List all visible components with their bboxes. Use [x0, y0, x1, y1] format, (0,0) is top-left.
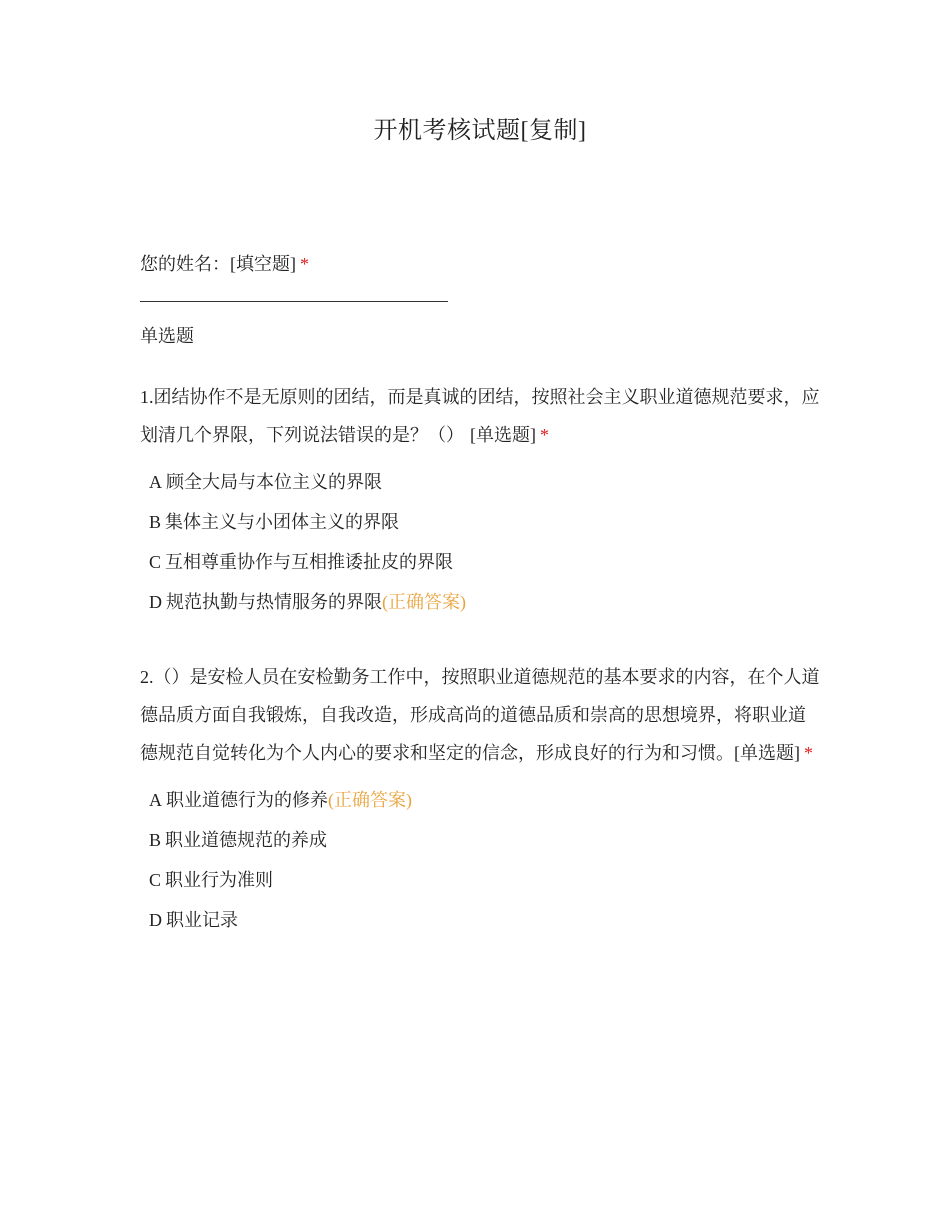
- question-1-options: [140, 462, 820, 622]
- option-text: 职业道德行为的修养: [166, 790, 328, 810]
- option-text: 职业行为准则: [165, 870, 274, 890]
- option-letter: B: [149, 830, 162, 850]
- option-letter: A: [149, 472, 162, 492]
- question-1: [140, 378, 820, 622]
- option-text: 集体主义与小团体主义的界限: [165, 512, 400, 532]
- correct-answer-tag: (正确答案): [382, 592, 466, 612]
- question-2-option-a[interactable]: [149, 780, 820, 820]
- question-2-options: [140, 780, 820, 940]
- name-input-blank-line[interactable]: [140, 301, 448, 302]
- question-1-text: 1.团结协作不是无原则的团结，而是真诚的团结，按照社会主义职业道德规范要求，应划清几个界限，下列说法错误的是？（）: [140, 387, 820, 445]
- option-text: 职业记录: [166, 910, 238, 930]
- option-text: 顾全大局与本位主义的界限: [166, 472, 382, 492]
- option-letter: D: [149, 910, 162, 930]
- question-2-type: [单选题]: [734, 743, 800, 763]
- question-2-option-b[interactable]: [149, 820, 820, 860]
- correct-answer-tag: (正确答案): [328, 790, 412, 810]
- question-2: [140, 658, 820, 940]
- question-1-option-b[interactable]: [149, 502, 820, 542]
- question-1-option-a[interactable]: [149, 462, 820, 502]
- question-1-text-block: [140, 378, 820, 454]
- question-1-type: [单选题]: [470, 425, 536, 445]
- option-text: 职业道德规范的养成: [165, 830, 328, 850]
- required-asterisk: *: [540, 425, 549, 445]
- option-letter: C: [149, 552, 162, 572]
- question-2-text-block: [140, 658, 820, 772]
- section-title-single-choice: 单选题: [140, 326, 194, 346]
- required-asterisk: *: [300, 254, 309, 274]
- option-text: 规范执勤与热情服务的界限: [166, 592, 382, 612]
- question-2-text: 2.（）是安检人员在安检勤务工作中，按照职业道德规范的基本要求的内容，在个人道德品质方面自我锻炼，自我改造，形成高尚的道德品质和崇高的思想境界，将职业道德规范自觉转化为个人内心的要求和坚定的信念，形成良好的行为和习惯。: [140, 667, 820, 763]
- required-asterisk: *: [804, 743, 813, 763]
- name-question-type: [填空题]: [230, 254, 296, 274]
- name-question-label: [140, 248, 820, 280]
- survey-content: [140, 248, 820, 940]
- option-letter: A: [149, 790, 162, 810]
- question-2-option-c[interactable]: [149, 860, 820, 900]
- question-1-option-c[interactable]: [149, 542, 820, 582]
- name-label-text: 您的姓名：: [140, 254, 230, 274]
- question-1-option-d[interactable]: [149, 582, 820, 622]
- question-2-option-d[interactable]: [149, 900, 820, 940]
- option-text: 互相尊重协作与互相推诿扯皮的界限: [165, 552, 454, 572]
- option-letter: D: [149, 592, 162, 612]
- option-letter: C: [149, 870, 162, 890]
- survey-title: 开机考核试题[复制]: [373, 118, 587, 144]
- option-letter: B: [149, 512, 162, 532]
